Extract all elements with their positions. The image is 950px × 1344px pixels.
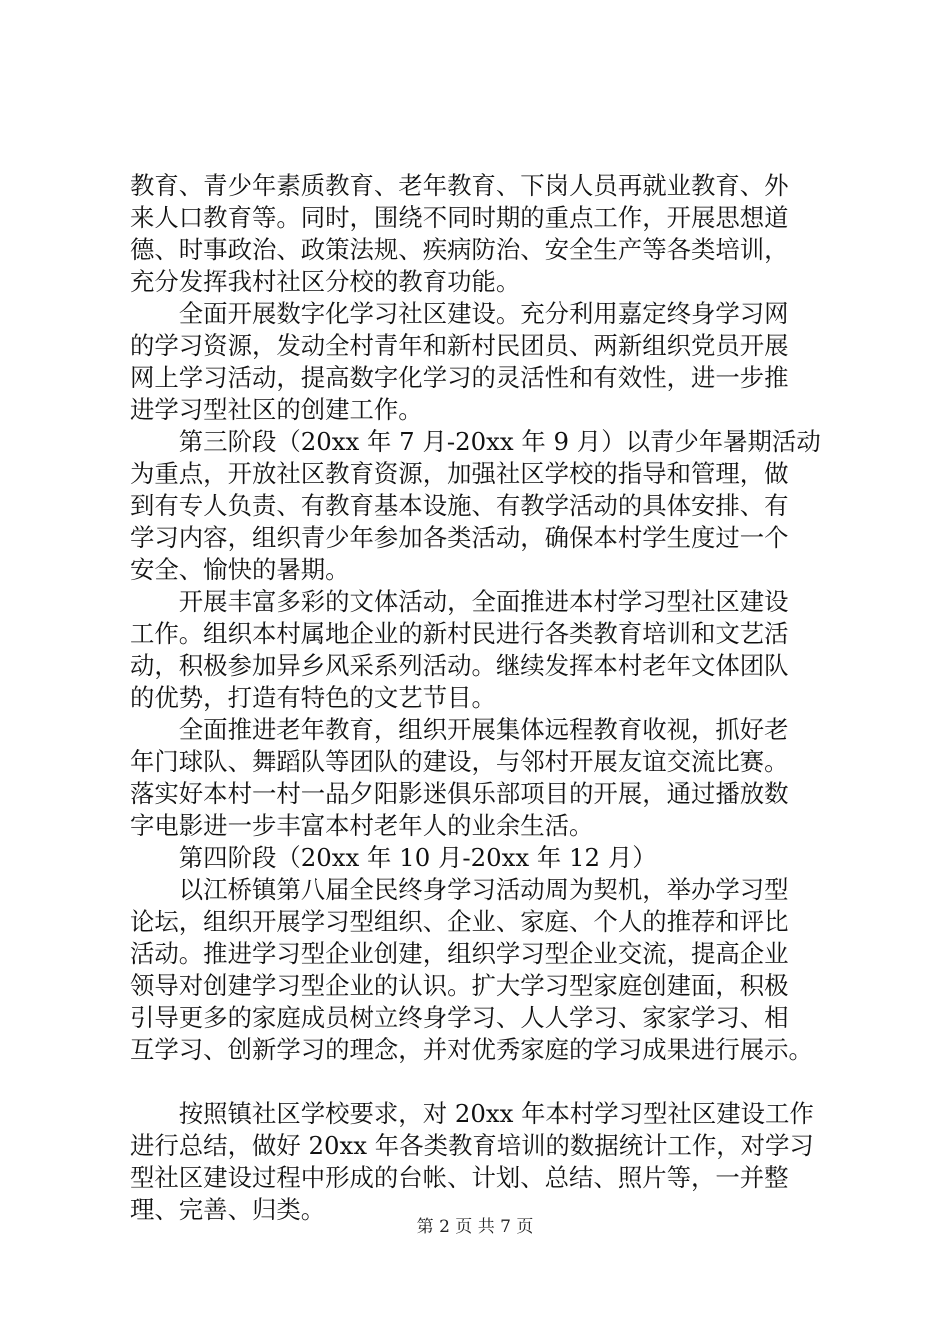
text-line: 学习内容，组织青少年参加各类活动，确保本村学生度过一个 [130,523,789,552]
paragraph [130,874,850,1066]
text-line: 第四阶段（20xx 年 10 月-20xx 年 12 月） [130,843,657,872]
text-line: 字电影进一步丰富本村老年人的业余生活。 [130,811,594,840]
text-line: 进行总结，做好 20xx 年各类教育培训的数据统计工作，对学习 [130,1131,814,1160]
text-line: 引导更多的家庭成员树立终身学习、人人学习、家家学习、相 [130,1003,789,1032]
paragraph [130,426,850,586]
text-line: 型社区建设过程中形成的台帐、计划、总结、照片等，一并整 [130,1163,789,1192]
text-line: 来人口教育等。同时，围绕不同时期的重点工作，开展思想道 [130,203,789,232]
page-footer: 第 2 页 共 7 页 [416,1217,534,1237]
paragraph [130,714,850,842]
text-line: 第三阶段（20xx 年 7 月-20xx 年 9 月）以青少年暑期活动 [130,427,821,456]
document-body [130,170,850,1226]
paragraph [130,842,850,874]
text-line: 动，积极参加异乡风采系列活动。继续发挥本村老年文体团队 [130,651,789,680]
text-line: 为重点，开放社区教育资源，加强社区学校的指导和管理，做 [130,459,789,488]
paragraph [130,298,850,426]
text-line: 网上学习活动，提高数字化学习的灵活性和有效性，进一步推 [130,363,789,392]
text-line: 的优势，打造有特色的文艺节目。 [130,683,496,712]
text-line: 全面开展数字化学习社区建设。充分利用嘉定终身学习网 [130,299,789,328]
text-line: 年门球队、舞蹈队等团队的建设，与邻村开展友谊交流比赛。 [130,747,789,776]
text-line: 德、时事政治、政策法规、疾病防治、安全生产等各类培训， [130,235,789,264]
text-line: 以江桥镇第八届全民终身学习活动周为契机，举办学习型 [130,875,789,904]
paragraph [130,1098,850,1226]
text-line: 开展丰富多彩的文体活动，全面推进本村学习型社区建设 [130,587,789,616]
paragraph-spacer [130,1066,850,1098]
text-line: 活动。推进学习型企业创建，组织学习型企业交流，提高企业 [130,939,789,968]
text-line: 落实好本村一村一品夕阳影迷俱乐部项目的开展，通过播放数 [130,779,789,808]
text-line: 到有专人负责、有教育基本设施、有教学活动的具体安排、有 [130,491,789,520]
text-line: 全面推进老年教育，组织开展集体远程教育收视，抓好老 [130,715,789,744]
text-line: 教育、青少年素质教育、老年教育、下岗人员再就业教育、外 [130,171,789,200]
paragraph [130,170,850,298]
text-line: 论坛，组织开展学习型组织、企业、家庭、个人的推荐和评比 [130,907,789,936]
text-line: 领导对创建学习型企业的认识。扩大学习型家庭创建面，积极 [130,971,789,1000]
text-line: 理、完善、归类。 [130,1195,326,1224]
text-line: 工作。组织本村属地企业的新村民进行各类教育培训和文艺活 [130,619,789,648]
text-line: 进学习型社区的创建工作。 [130,395,423,424]
text-line: 的学习资源，发动全村青年和新村民团员、两新组织党员开展 [130,331,789,360]
paragraph [130,586,850,714]
text-line: 充分发挥我村社区分校的教育功能。 [130,267,521,296]
text-line: 互学习、创新学习的理念，并对优秀家庭的学习成果进行展示。 [130,1035,813,1064]
text-line: 按照镇社区学校要求，对 20xx 年本村学习型社区建设工作 [130,1099,814,1128]
text-line: 安全、愉快的暑期。 [130,555,350,584]
